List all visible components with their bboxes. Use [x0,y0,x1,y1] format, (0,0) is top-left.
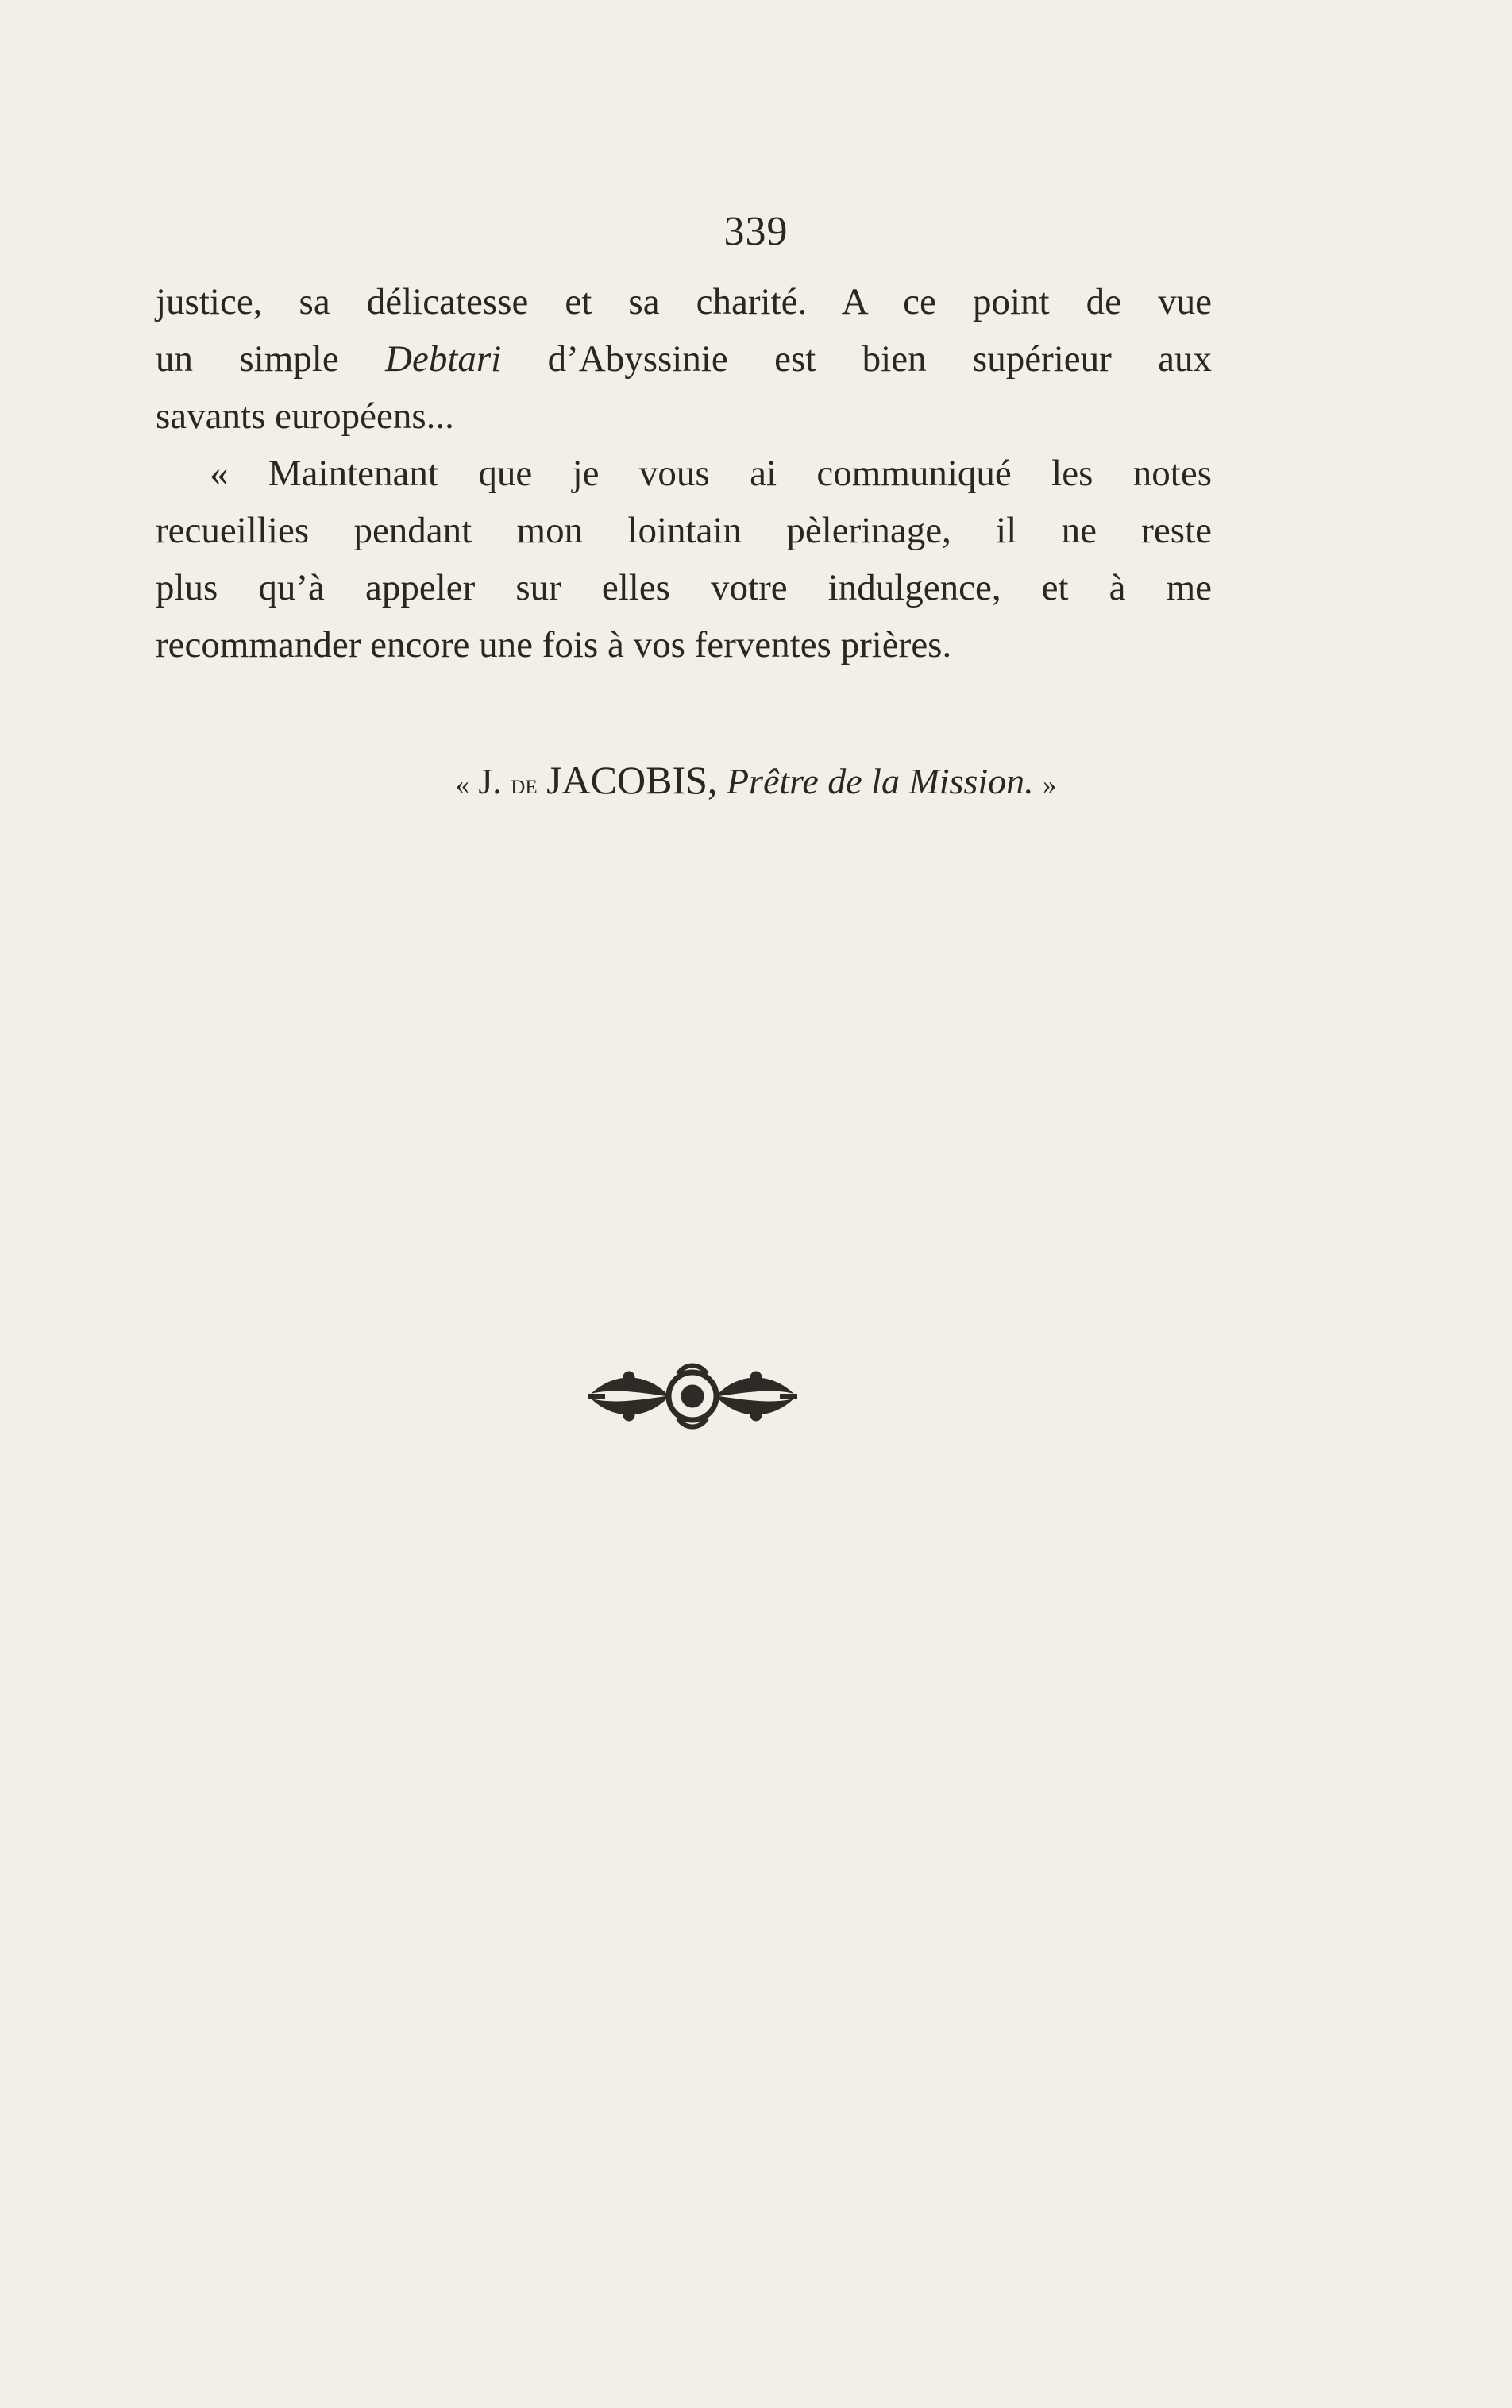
text-line: « Maintenant que je vous ai communiqué les notes [210,453,1212,494]
signature-surname: JACOBIS, [546,758,718,802]
signature-open-quote: « [455,770,469,800]
italic-term: Debtari [385,338,502,380]
text-line: justice, sa délicatesse et sa charité. A ce point de vue [156,281,1212,322]
signature-title: Prêtre de la Mission. [726,761,1034,801]
fleuron-ornament-icon [581,1356,804,1436]
signature-close-quote: » [1043,770,1057,800]
text-line: plus qu’à appeler sur elles votre indulgence, et à me [156,567,1212,608]
text-fragment: d’Abyssinie est bien supérieur aux [501,338,1213,380]
page-number: 339 [723,209,789,254]
signature-initial: J. [478,761,502,801]
signature [0,757,1512,803]
text-line: recommander encore une fois à vos ferventes prières. [156,624,952,666]
text-line [156,330,1212,388]
text-fragment: un simple [156,338,386,380]
body-text [156,273,1212,673]
signature-particle: de [511,768,538,800]
text-line: recueillies pendant mon lointain pèlerinage, il ne reste [156,510,1212,551]
text-line: savants européens... [156,396,454,437]
